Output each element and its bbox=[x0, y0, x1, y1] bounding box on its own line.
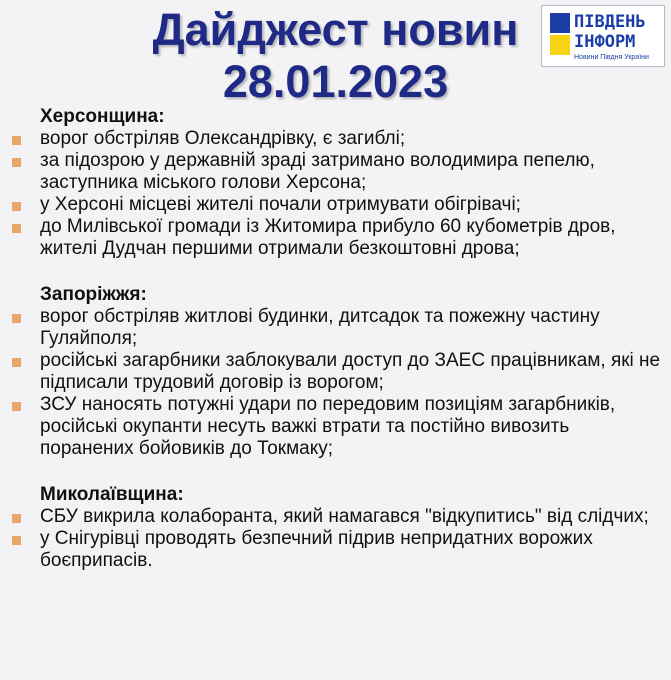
square-bullet-icon bbox=[12, 136, 21, 145]
square-bullet-icon bbox=[12, 402, 21, 411]
section-kherson bbox=[10, 106, 665, 260]
section-title: Миколаївщина: bbox=[40, 484, 184, 505]
news-digest bbox=[10, 106, 665, 596]
news-text: у Снігурівці проводять безпечний підрив непридатних ворожих боєприпасів. bbox=[40, 528, 593, 571]
news-text: російські загарбники заблокували доступ до ЗАЕС працівникам, які не підписали трудовий договір із ворогом; bbox=[40, 350, 661, 393]
list-item bbox=[10, 506, 665, 528]
pivden-inform-logo bbox=[541, 5, 665, 67]
square-bullet-icon bbox=[12, 314, 21, 323]
square-bullet-icon bbox=[12, 514, 21, 523]
list-item bbox=[10, 394, 665, 460]
section-title: Херсонщина: bbox=[40, 106, 165, 127]
list-item bbox=[10, 150, 665, 194]
list-item bbox=[10, 306, 665, 350]
section-zaporizhzhia bbox=[10, 284, 665, 460]
news-list bbox=[10, 128, 665, 260]
section-title: Запоріжжя: bbox=[40, 284, 147, 305]
square-bullet-icon bbox=[12, 358, 21, 367]
logo-yellow-square-icon bbox=[550, 35, 570, 55]
square-bullet-icon bbox=[12, 536, 21, 545]
section-mykolaiv bbox=[10, 484, 665, 572]
logo-name-line-2: ІНФОРМ bbox=[574, 32, 636, 52]
news-text: СБУ викрила колаборанта, який намагався "відкупитись" від слідчих; bbox=[40, 506, 649, 527]
logo-blue-square-icon bbox=[550, 13, 570, 33]
news-list bbox=[10, 306, 665, 460]
news-text: за підозрою у державній зраді затримано володимира пепелю, заступника міського голови Херсона; bbox=[40, 150, 595, 193]
title-date: 28.01.2023 bbox=[222, 56, 449, 107]
list-item bbox=[10, 194, 665, 216]
news-text: у Херсоні місцеві жителі почали отримувати обігрівачі; bbox=[40, 194, 521, 215]
square-bullet-icon bbox=[12, 158, 21, 167]
list-item bbox=[10, 216, 665, 260]
news-text: ворог обстріляв житлові будинки, дитсадок та пожежну частину Гуляйполя; bbox=[40, 306, 600, 349]
logo-name-line-1: ПІВДЕНЬ bbox=[574, 12, 646, 32]
news-text: ЗСУ наносять потужні удари по передовим позиціям загарбників, російські окупанти несуть важкі втрати та постійно вивозить поранених бойовиків до Токмаку; bbox=[40, 394, 616, 459]
list-item bbox=[10, 128, 665, 150]
logo-tagline: Новини Півдня України bbox=[574, 54, 649, 61]
news-list bbox=[10, 506, 665, 572]
news-text: ворог обстріляв Олександрівку, є загиблі; bbox=[40, 128, 406, 149]
list-item bbox=[10, 528, 665, 572]
square-bullet-icon bbox=[12, 224, 21, 233]
square-bullet-icon bbox=[12, 202, 21, 211]
list-item bbox=[10, 350, 665, 394]
news-text: до Милівської громади із Житомира прибуло 60 кубометрів дров, жителі Дудчан першими отримали безкоштовні дрова; bbox=[40, 216, 616, 259]
title-line-1: Дайджест новин bbox=[152, 4, 519, 55]
